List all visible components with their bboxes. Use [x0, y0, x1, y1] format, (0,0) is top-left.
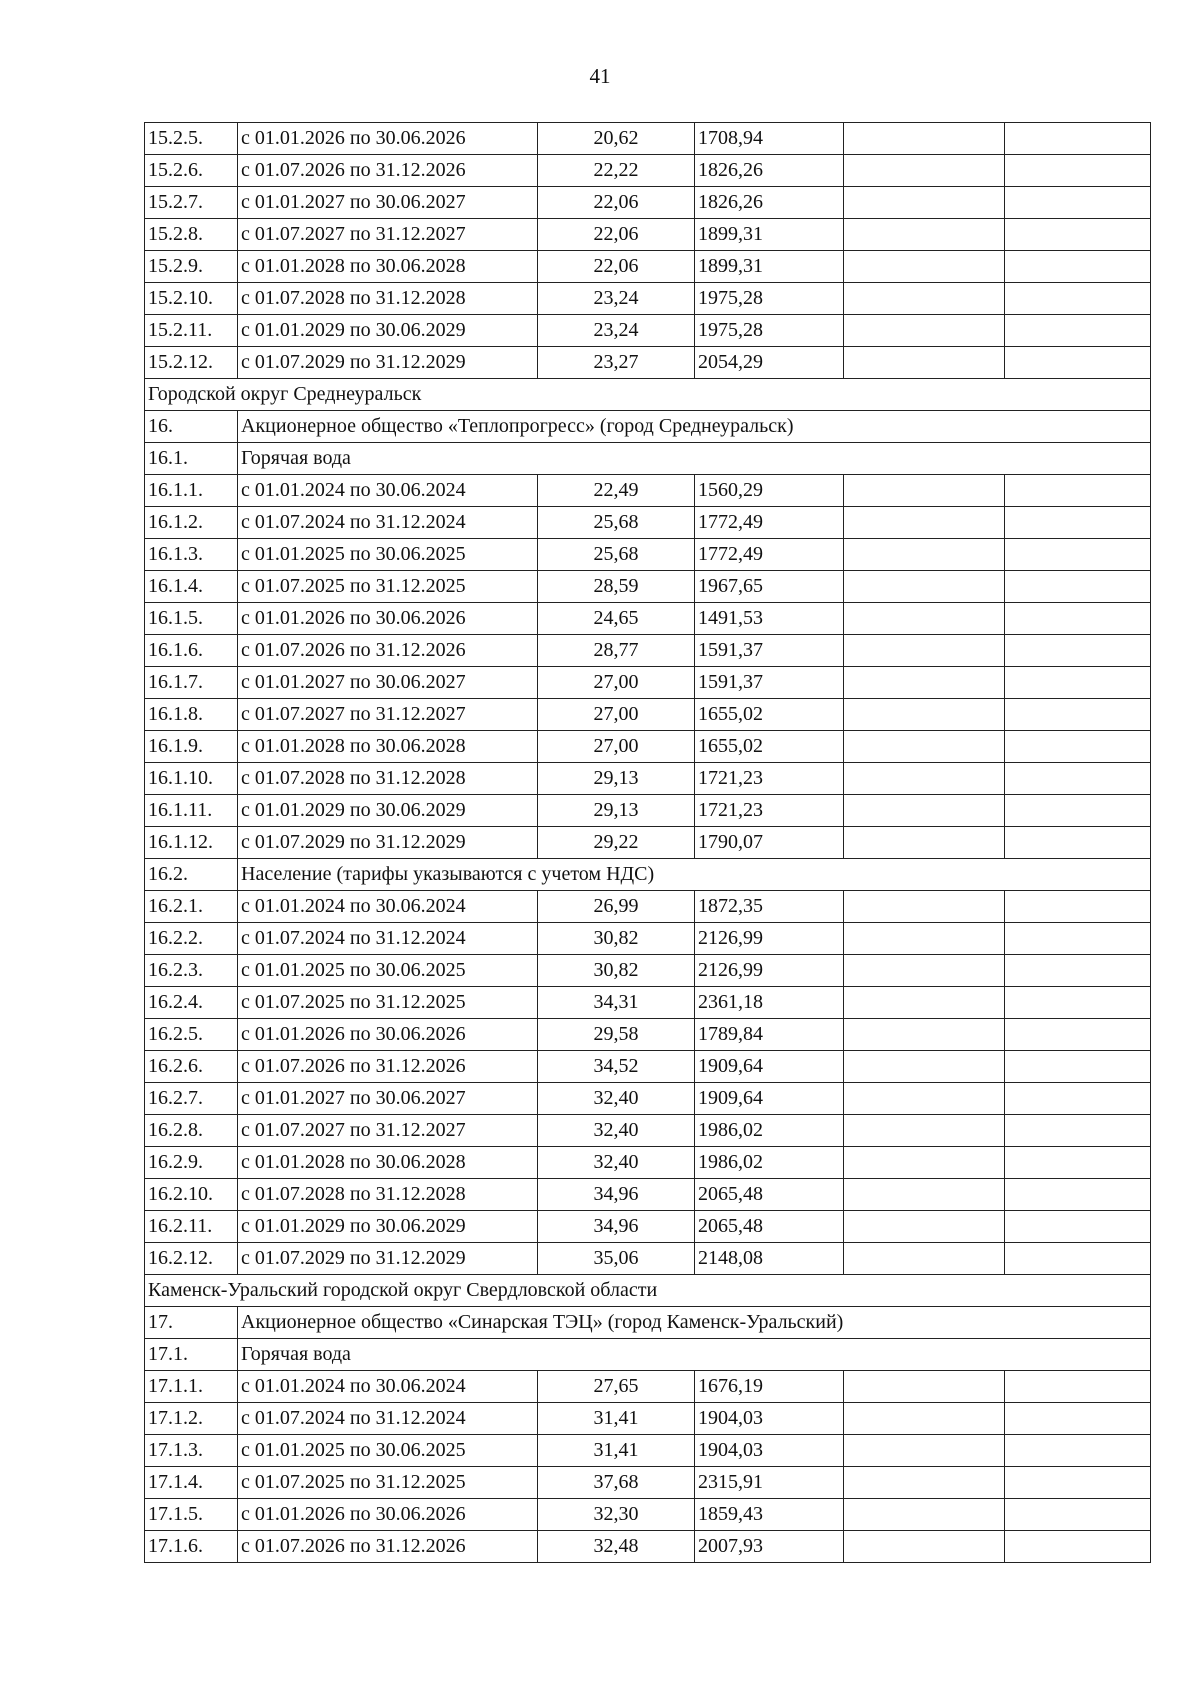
table-row: [145, 1083, 1151, 1115]
value-cell: 23,27: [538, 347, 695, 379]
period-cell: с 01.01.2028 по 30.06.2028: [238, 1147, 538, 1179]
period-cell: с 01.07.2024 по 31.12.2024: [238, 1403, 538, 1435]
table-row: [145, 1147, 1151, 1179]
empty-cell: [844, 1435, 1005, 1467]
tariff-table-body: [145, 123, 1151, 1563]
value-cell: 2065,48: [695, 1211, 844, 1243]
value-cell: 32,40: [538, 1147, 695, 1179]
value-cell: 35,06: [538, 1243, 695, 1275]
value-cell: 25,68: [538, 539, 695, 571]
section-title: Акционерное общество «Синарская ТЭЦ» (город Каменск-Уральский): [238, 1307, 1151, 1339]
table-row: [145, 539, 1151, 571]
row-number: 15.2.8.: [145, 219, 238, 251]
row-number: 16.1.8.: [145, 699, 238, 731]
table-row: [145, 987, 1151, 1019]
empty-cell: [844, 603, 1005, 635]
period-cell: с 01.01.2024 по 30.06.2024: [238, 1371, 538, 1403]
row-number: 16.1.4.: [145, 571, 238, 603]
value-cell: 27,00: [538, 667, 695, 699]
value-cell: 1909,64: [695, 1051, 844, 1083]
table-row: [145, 251, 1151, 283]
table-row: [145, 1435, 1151, 1467]
value-cell: 1872,35: [695, 891, 844, 923]
period-cell: с 01.07.2026 по 31.12.2026: [238, 155, 538, 187]
period-cell: с 01.07.2027 по 31.12.2027: [238, 699, 538, 731]
row-number: 17.: [145, 1307, 238, 1339]
empty-cell: [844, 987, 1005, 1019]
empty-cell: [844, 763, 1005, 795]
empty-cell: [1005, 1243, 1151, 1275]
empty-cell: [1005, 1403, 1151, 1435]
empty-cell: [1005, 571, 1151, 603]
empty-cell: [1005, 827, 1151, 859]
period-cell: с 01.01.2026 по 30.06.2026: [238, 123, 538, 155]
table-row: [145, 1051, 1151, 1083]
period-cell: с 01.07.2029 по 31.12.2029: [238, 347, 538, 379]
period-cell: с 01.07.2027 по 31.12.2027: [238, 1115, 538, 1147]
period-cell: с 01.01.2029 по 30.06.2029: [238, 1211, 538, 1243]
empty-cell: [844, 507, 1005, 539]
value-cell: 28,59: [538, 571, 695, 603]
value-cell: 1591,37: [695, 667, 844, 699]
value-cell: 1967,65: [695, 571, 844, 603]
period-cell: с 01.07.2025 по 31.12.2025: [238, 571, 538, 603]
empty-cell: [844, 1371, 1005, 1403]
empty-cell: [844, 123, 1005, 155]
table-row: [145, 1211, 1151, 1243]
row-number: 16.2.8.: [145, 1115, 238, 1147]
row-number: 16.1.5.: [145, 603, 238, 635]
row-number: 16.1.11.: [145, 795, 238, 827]
empty-cell: [844, 635, 1005, 667]
value-cell: 1904,03: [695, 1435, 844, 1467]
value-cell: 1708,94: [695, 123, 844, 155]
value-cell: 1655,02: [695, 699, 844, 731]
section-title: Акционерное общество «Теплопрогресс» (город Среднеуральск): [238, 411, 1151, 443]
row-number: 16.2.2.: [145, 923, 238, 955]
empty-cell: [844, 827, 1005, 859]
value-cell: 27,00: [538, 731, 695, 763]
empty-cell: [844, 1019, 1005, 1051]
row-number: 16.1.1.: [145, 475, 238, 507]
row-number: 16.2.3.: [145, 955, 238, 987]
table-row: [145, 795, 1151, 827]
value-cell: 1772,49: [695, 539, 844, 571]
row-number: 16.1.10.: [145, 763, 238, 795]
value-cell: 23,24: [538, 283, 695, 315]
empty-cell: [1005, 1179, 1151, 1211]
value-cell: 30,82: [538, 923, 695, 955]
empty-cell: [844, 1115, 1005, 1147]
value-cell: 1975,28: [695, 283, 844, 315]
period-cell: с 01.07.2026 по 31.12.2026: [238, 1051, 538, 1083]
region-title: Каменск-Уральский городской округ Свердловской области: [145, 1275, 1151, 1307]
period-cell: с 01.07.2025 по 31.12.2025: [238, 1467, 538, 1499]
value-cell: 26,99: [538, 891, 695, 923]
period-cell: с 01.07.2024 по 31.12.2024: [238, 507, 538, 539]
page-number: 41: [589, 64, 611, 88]
empty-cell: [1005, 475, 1151, 507]
empty-cell: [1005, 1051, 1151, 1083]
value-cell: 2361,18: [695, 987, 844, 1019]
empty-cell: [844, 699, 1005, 731]
row-number: 16.1.7.: [145, 667, 238, 699]
value-cell: 32,40: [538, 1083, 695, 1115]
table-row: [145, 571, 1151, 603]
empty-cell: [1005, 1083, 1151, 1115]
row-number: 16.2.4.: [145, 987, 238, 1019]
empty-cell: [1005, 251, 1151, 283]
value-cell: 29,13: [538, 795, 695, 827]
empty-cell: [844, 219, 1005, 251]
row-number: 15.2.12.: [145, 347, 238, 379]
empty-cell: [1005, 283, 1151, 315]
table-row: [145, 699, 1151, 731]
value-cell: 2315,91: [695, 1467, 844, 1499]
value-cell: 22,22: [538, 155, 695, 187]
table-row: [145, 827, 1151, 859]
table-row: [145, 1371, 1151, 1403]
value-cell: 1655,02: [695, 731, 844, 763]
section-row: [145, 859, 1151, 891]
period-cell: с 01.01.2024 по 30.06.2024: [238, 475, 538, 507]
value-cell: 1591,37: [695, 635, 844, 667]
row-number: 16.1.2.: [145, 507, 238, 539]
empty-cell: [1005, 1371, 1151, 1403]
section-title: Население (тарифы указываются с учетом НДС): [238, 859, 1151, 891]
period-cell: с 01.01.2027 по 30.06.2027: [238, 187, 538, 219]
table-row: [145, 635, 1151, 667]
row-number: 16.1.3.: [145, 539, 238, 571]
empty-cell: [1005, 763, 1151, 795]
row-number: 16.1.12.: [145, 827, 238, 859]
row-number: 15.2.5.: [145, 123, 238, 155]
table-row: [145, 1403, 1151, 1435]
empty-cell: [1005, 1019, 1151, 1051]
period-cell: с 01.01.2025 по 30.06.2025: [238, 1435, 538, 1467]
empty-cell: [844, 923, 1005, 955]
period-cell: с 01.07.2028 по 31.12.2028: [238, 763, 538, 795]
period-cell: с 01.07.2026 по 31.12.2026: [238, 635, 538, 667]
table-row: [145, 219, 1151, 251]
row-number: 16.2.5.: [145, 1019, 238, 1051]
row-number: 16.2.7.: [145, 1083, 238, 1115]
table-row: [145, 155, 1151, 187]
period-cell: с 01.01.2025 по 30.06.2025: [238, 955, 538, 987]
value-cell: 1560,29: [695, 475, 844, 507]
value-cell: 1790,07: [695, 827, 844, 859]
empty-cell: [844, 571, 1005, 603]
period-cell: с 01.01.2027 по 30.06.2027: [238, 667, 538, 699]
value-cell: 2148,08: [695, 1243, 844, 1275]
row-number: 17.1.5.: [145, 1499, 238, 1531]
section-title: Горячая вода: [238, 1339, 1151, 1371]
row-number: 15.2.11.: [145, 315, 238, 347]
value-cell: 28,77: [538, 635, 695, 667]
table-row: [145, 507, 1151, 539]
empty-cell: [1005, 731, 1151, 763]
value-cell: 2126,99: [695, 955, 844, 987]
table-row: [145, 123, 1151, 155]
table-row: [145, 667, 1151, 699]
row-number: 17.1.3.: [145, 1435, 238, 1467]
empty-cell: [844, 1531, 1005, 1563]
value-cell: 22,06: [538, 187, 695, 219]
period-cell: с 01.01.2026 по 30.06.2026: [238, 1499, 538, 1531]
period-cell: с 01.07.2028 по 31.12.2028: [238, 283, 538, 315]
value-cell: 20,62: [538, 123, 695, 155]
row-number: 16.2.11.: [145, 1211, 238, 1243]
period-cell: с 01.07.2029 по 31.12.2029: [238, 1243, 538, 1275]
value-cell: 1986,02: [695, 1147, 844, 1179]
table-row: [145, 187, 1151, 219]
table-row: [145, 1115, 1151, 1147]
table-row: [145, 891, 1151, 923]
empty-cell: [1005, 1531, 1151, 1563]
value-cell: 32,40: [538, 1115, 695, 1147]
value-cell: 29,22: [538, 827, 695, 859]
period-cell: с 01.01.2025 по 30.06.2025: [238, 539, 538, 571]
period-cell: с 01.07.2026 по 31.12.2026: [238, 1531, 538, 1563]
table-row: [145, 283, 1151, 315]
empty-cell: [1005, 1115, 1151, 1147]
value-cell: 1909,64: [695, 1083, 844, 1115]
empty-cell: [1005, 1499, 1151, 1531]
table-row: [145, 763, 1151, 795]
value-cell: 27,65: [538, 1371, 695, 1403]
period-cell: с 01.07.2027 по 31.12.2027: [238, 219, 538, 251]
empty-cell: [844, 187, 1005, 219]
region-row: [145, 1275, 1151, 1307]
value-cell: 24,65: [538, 603, 695, 635]
table-row: [145, 1019, 1151, 1051]
period-cell: с 01.01.2026 по 30.06.2026: [238, 603, 538, 635]
empty-cell: [844, 475, 1005, 507]
empty-cell: [1005, 219, 1151, 251]
empty-cell: [1005, 539, 1151, 571]
period-cell: с 01.07.2029 по 31.12.2029: [238, 827, 538, 859]
value-cell: 1721,23: [695, 763, 844, 795]
empty-cell: [1005, 987, 1151, 1019]
empty-cell: [1005, 1211, 1151, 1243]
empty-cell: [1005, 187, 1151, 219]
value-cell: 1772,49: [695, 507, 844, 539]
empty-cell: [1005, 955, 1151, 987]
empty-cell: [844, 955, 1005, 987]
period-cell: с 01.07.2028 по 31.12.2028: [238, 1179, 538, 1211]
value-cell: 25,68: [538, 507, 695, 539]
row-number: 17.1.4.: [145, 1467, 238, 1499]
empty-cell: [844, 283, 1005, 315]
period-cell: с 01.01.2024 по 30.06.2024: [238, 891, 538, 923]
value-cell: 1826,26: [695, 187, 844, 219]
row-number: 17.1.6.: [145, 1531, 238, 1563]
empty-cell: [844, 891, 1005, 923]
value-cell: 32,48: [538, 1531, 695, 1563]
table-row: [145, 475, 1151, 507]
empty-cell: [1005, 667, 1151, 699]
row-number: 16.2.10.: [145, 1179, 238, 1211]
empty-cell: [1005, 795, 1151, 827]
value-cell: 2054,29: [695, 347, 844, 379]
row-number: 15.2.9.: [145, 251, 238, 283]
value-cell: 32,30: [538, 1499, 695, 1531]
empty-cell: [844, 795, 1005, 827]
empty-cell: [1005, 699, 1151, 731]
empty-cell: [844, 667, 1005, 699]
period-cell: с 01.07.2024 по 31.12.2024: [238, 923, 538, 955]
empty-cell: [844, 1499, 1005, 1531]
table-row: [145, 731, 1151, 763]
value-cell: 1826,26: [695, 155, 844, 187]
empty-cell: [1005, 1435, 1151, 1467]
table-row: [145, 315, 1151, 347]
table-row: [145, 1499, 1151, 1531]
section-row: [145, 1307, 1151, 1339]
value-cell: 1904,03: [695, 1403, 844, 1435]
empty-cell: [1005, 603, 1151, 635]
empty-cell: [844, 1051, 1005, 1083]
table-row: [145, 923, 1151, 955]
period-cell: с 01.01.2029 по 30.06.2029: [238, 315, 538, 347]
row-number: 16.2.: [145, 859, 238, 891]
period-cell: с 01.01.2026 по 30.06.2026: [238, 1019, 538, 1051]
row-number: 16.1.: [145, 443, 238, 475]
row-number: 16.2.12.: [145, 1243, 238, 1275]
value-cell: 31,41: [538, 1435, 695, 1467]
empty-cell: [844, 1147, 1005, 1179]
row-number: 16.2.6.: [145, 1051, 238, 1083]
value-cell: 1789,84: [695, 1019, 844, 1051]
section-row: [145, 411, 1151, 443]
empty-cell: [844, 1179, 1005, 1211]
empty-cell: [1005, 1147, 1151, 1179]
value-cell: 1986,02: [695, 1115, 844, 1147]
empty-cell: [1005, 155, 1151, 187]
empty-cell: [1005, 1467, 1151, 1499]
value-cell: 2126,99: [695, 923, 844, 955]
value-cell: 2065,48: [695, 1179, 844, 1211]
table-row: [145, 955, 1151, 987]
row-number: 15.2.7.: [145, 187, 238, 219]
value-cell: 37,68: [538, 1467, 695, 1499]
empty-cell: [1005, 507, 1151, 539]
empty-cell: [1005, 347, 1151, 379]
value-cell: 22,06: [538, 219, 695, 251]
value-cell: 27,00: [538, 699, 695, 731]
row-number: 16.2.1.: [145, 891, 238, 923]
row-number: 16.2.9.: [145, 1147, 238, 1179]
table-row: [145, 1531, 1151, 1563]
empty-cell: [844, 731, 1005, 763]
period-cell: с 01.01.2027 по 30.06.2027: [238, 1083, 538, 1115]
value-cell: 34,96: [538, 1211, 695, 1243]
empty-cell: [844, 315, 1005, 347]
empty-cell: [844, 155, 1005, 187]
tariff-table: [144, 122, 1151, 1563]
value-cell: 1721,23: [695, 795, 844, 827]
table-row: [145, 1243, 1151, 1275]
empty-cell: [844, 1083, 1005, 1115]
value-cell: 1899,31: [695, 219, 844, 251]
value-cell: 31,41: [538, 1403, 695, 1435]
empty-cell: [1005, 315, 1151, 347]
value-cell: 34,31: [538, 987, 695, 1019]
row-number: 17.1.: [145, 1339, 238, 1371]
empty-cell: [844, 347, 1005, 379]
row-number: 17.1.1.: [145, 1371, 238, 1403]
section-title: Горячая вода: [238, 443, 1151, 475]
row-number: 16.: [145, 411, 238, 443]
empty-cell: [844, 1467, 1005, 1499]
region-title: Городской округ Среднеуральск: [145, 379, 1151, 411]
empty-cell: [844, 251, 1005, 283]
region-row: [145, 379, 1151, 411]
value-cell: 23,24: [538, 315, 695, 347]
value-cell: 22,49: [538, 475, 695, 507]
value-cell: 34,52: [538, 1051, 695, 1083]
table-row: [145, 1467, 1151, 1499]
value-cell: 34,96: [538, 1179, 695, 1211]
period-cell: с 01.01.2028 по 30.06.2028: [238, 251, 538, 283]
value-cell: 29,13: [538, 763, 695, 795]
row-number: 15.2.6.: [145, 155, 238, 187]
empty-cell: [1005, 123, 1151, 155]
empty-cell: [844, 539, 1005, 571]
section-row: [145, 1339, 1151, 1371]
period-cell: с 01.07.2025 по 31.12.2025: [238, 987, 538, 1019]
value-cell: 1676,19: [695, 1371, 844, 1403]
period-cell: с 01.01.2029 по 30.06.2029: [238, 795, 538, 827]
value-cell: 1899,31: [695, 251, 844, 283]
table-row: [145, 603, 1151, 635]
section-row: [145, 443, 1151, 475]
table-row: [145, 347, 1151, 379]
empty-cell: [844, 1211, 1005, 1243]
value-cell: 2007,93: [695, 1531, 844, 1563]
row-number: 16.1.6.: [145, 635, 238, 667]
empty-cell: [1005, 891, 1151, 923]
row-number: 15.2.10.: [145, 283, 238, 315]
value-cell: 1491,53: [695, 603, 844, 635]
value-cell: 1859,43: [695, 1499, 844, 1531]
value-cell: 30,82: [538, 955, 695, 987]
empty-cell: [844, 1403, 1005, 1435]
table-row: [145, 1179, 1151, 1211]
empty-cell: [1005, 923, 1151, 955]
period-cell: с 01.01.2028 по 30.06.2028: [238, 731, 538, 763]
empty-cell: [844, 1243, 1005, 1275]
value-cell: 22,06: [538, 251, 695, 283]
row-number: 16.1.9.: [145, 731, 238, 763]
empty-cell: [1005, 635, 1151, 667]
value-cell: 29,58: [538, 1019, 695, 1051]
row-number: 17.1.2.: [145, 1403, 238, 1435]
value-cell: 1975,28: [695, 315, 844, 347]
